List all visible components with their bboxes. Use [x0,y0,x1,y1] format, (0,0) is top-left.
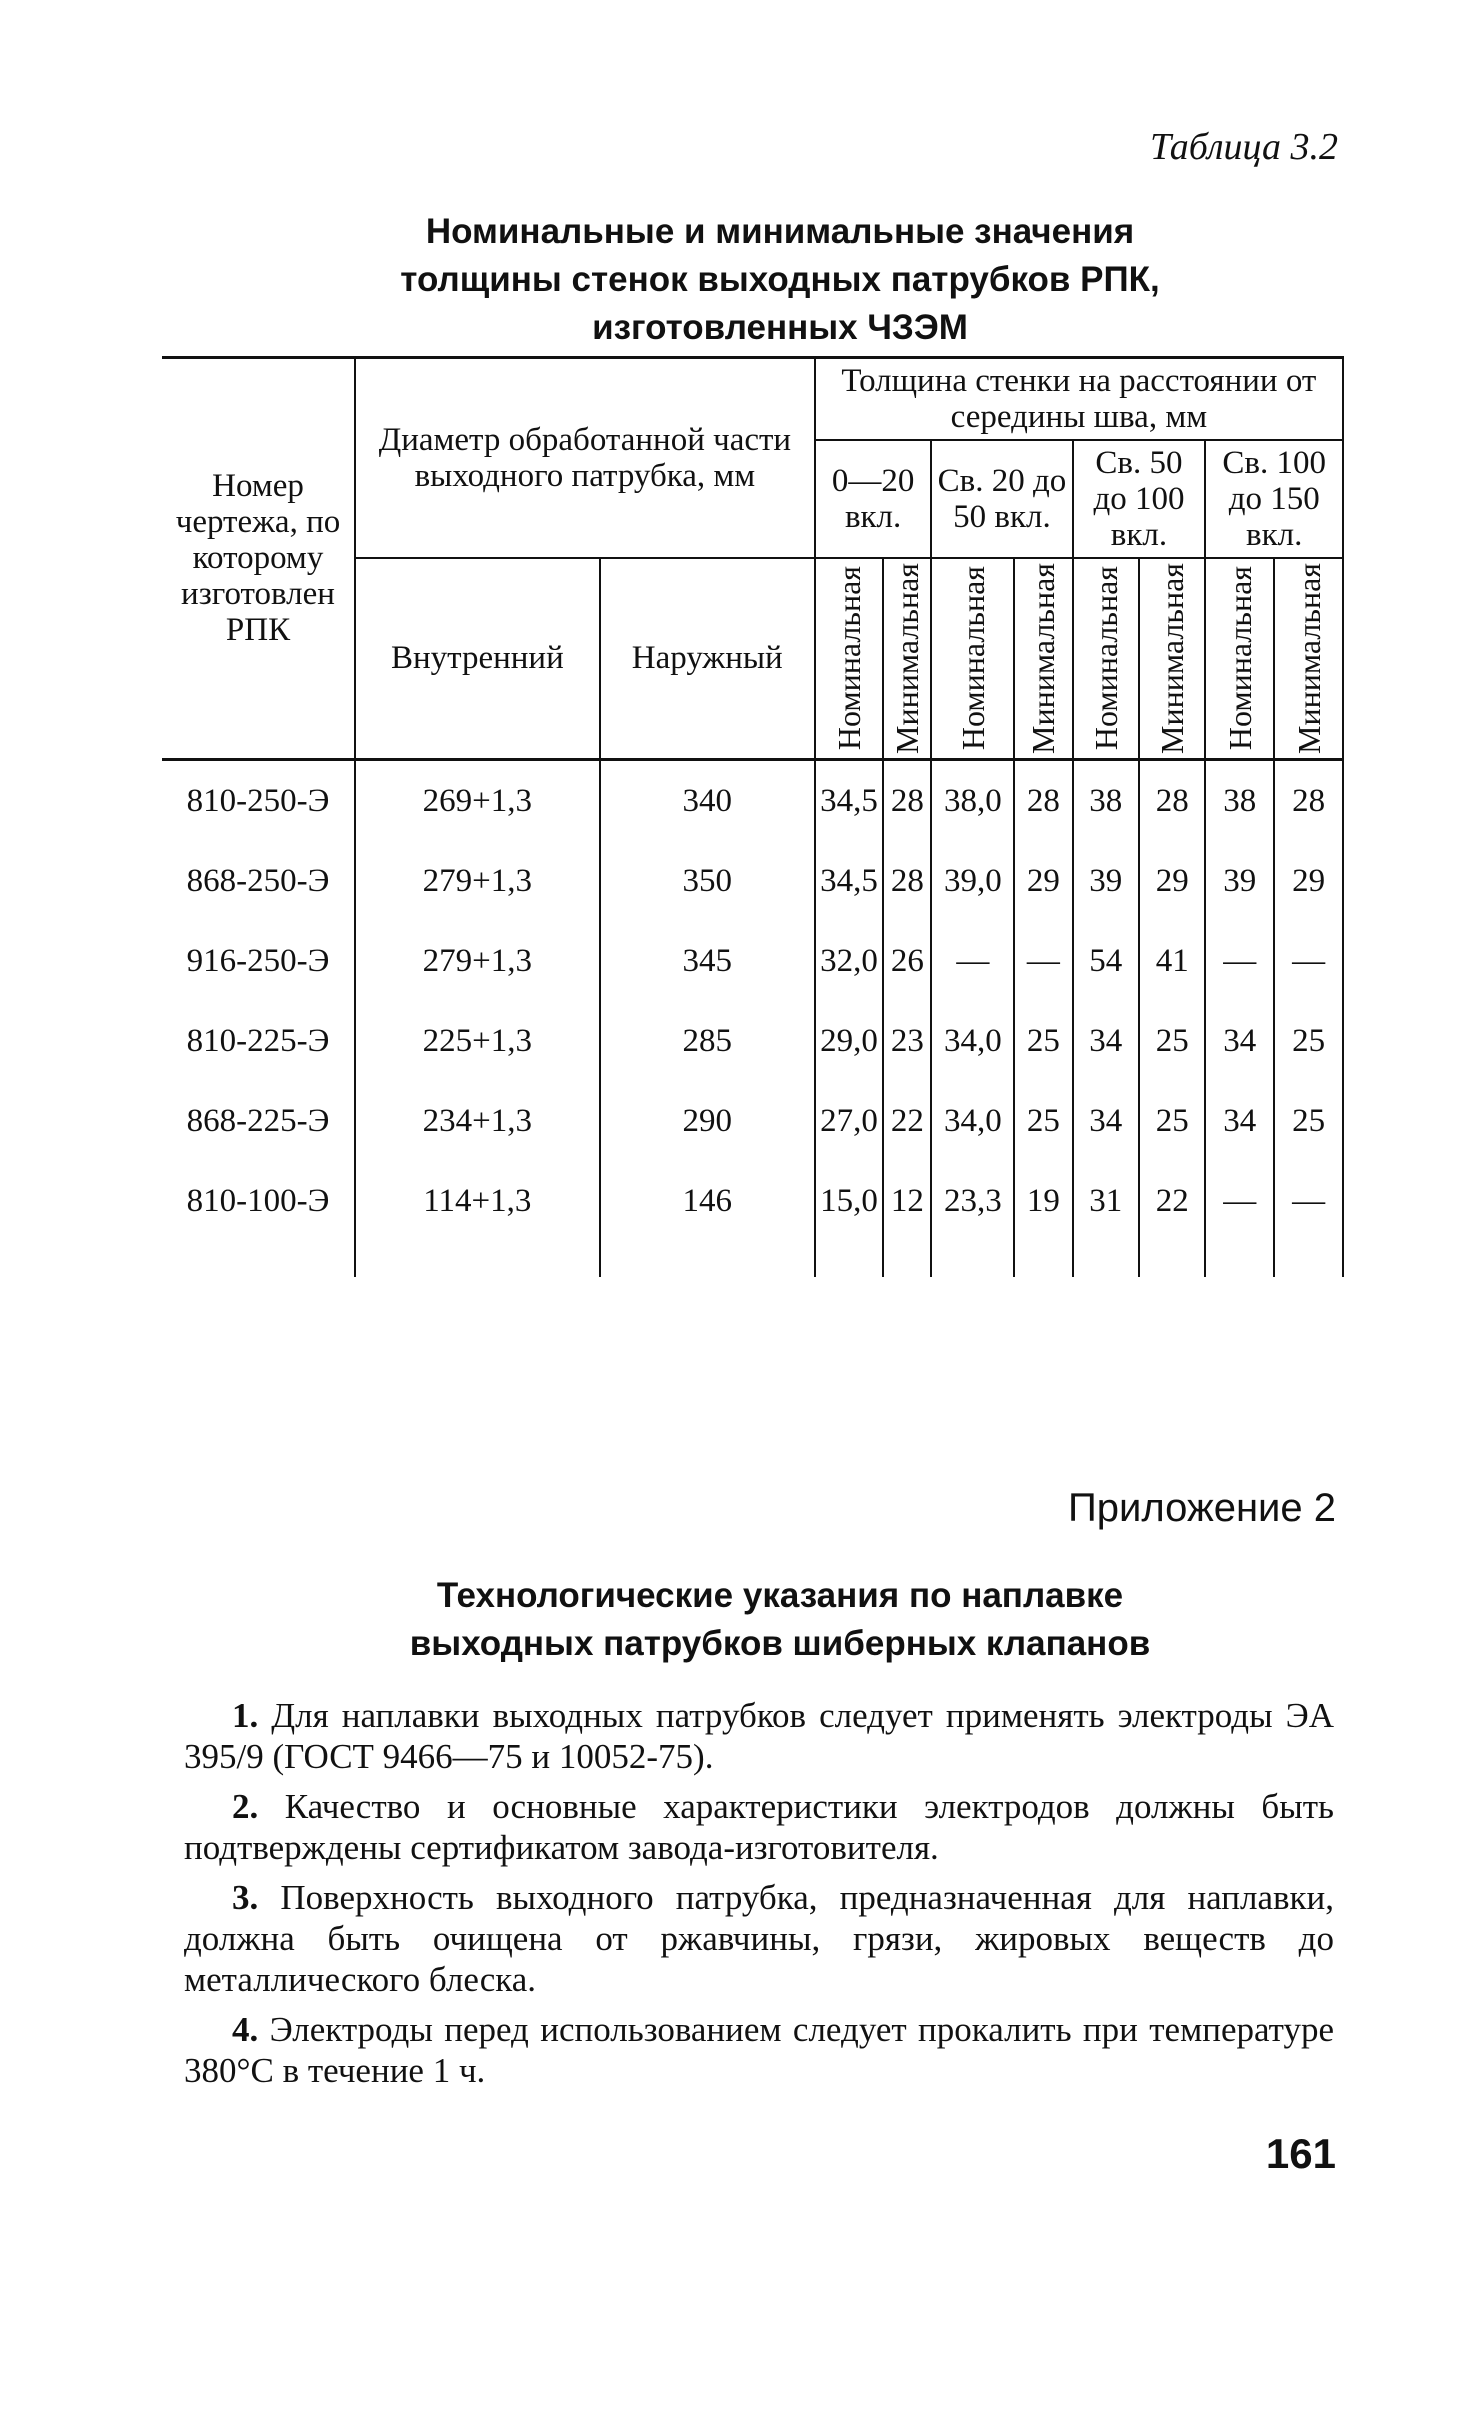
table-cell: 28 [883,841,931,921]
table-cell: 54 [1073,921,1139,1001]
table-title [330,208,1230,352]
header-thickness: Толщина стенки на расстоянии от середины шва, мм [815,358,1343,441]
header-nominal [815,558,884,759]
table-cell: 29,0 [815,1001,884,1081]
header-nominal-text: Номинальная [831,566,868,751]
table-row [162,1081,1343,1161]
appendix-label: Приложение 2 [1068,1486,1336,1530]
header-minimal [1139,558,1205,759]
table-cell: 39,0 [931,841,1014,921]
paragraph-text: Качество и основные характеристики электродов должны быть подтверждены сертификатом завода-изготовителя. [184,1787,1335,1867]
table-cell: 25 [1014,1001,1072,1081]
paragraph-number: 3. [232,1878,259,1917]
table-cell: 38 [1205,759,1274,841]
paragraph-number: 4. [232,2010,259,2049]
table-cell: — [1274,921,1343,1001]
header-minimal-text: Минимальная [889,563,926,754]
table-cell: 345 [600,921,815,1001]
header-diameter: Диаметр обработанной части выходного патрубка, мм [355,358,815,559]
header-minimal-text: Минимальная [1290,563,1327,754]
row-label: 916-250-Э [162,921,355,1001]
header-minimal [883,558,931,759]
header-range: 0—20 вкл. [815,440,932,558]
appendix-title-line: выходных патрубков шиберных клапанов [409,1624,1151,1663]
header-nominal [1073,558,1139,759]
table-cell: 22 [883,1081,931,1161]
table-cell: 31 [1073,1161,1139,1241]
header-row-1 [162,358,1343,441]
spacer-cell [355,1241,600,1277]
table-cell: 19 [1014,1161,1072,1241]
table-cell: 279+1,3 [355,841,600,921]
table-cell: 225+1,3 [355,1001,600,1081]
table-row [162,1161,1343,1241]
table-cell: 34 [1205,1001,1274,1081]
row-label: 810-250-Э [162,759,355,841]
spacer-cell [931,1241,1014,1277]
spacer-cell [1073,1241,1139,1277]
header-nominal-text: Номинальная [1221,566,1258,751]
table-cell: 15,0 [815,1161,884,1241]
table-cell: 34,0 [931,1001,1014,1081]
spacer-cell [162,1241,355,1277]
spacer-cell [1274,1241,1343,1277]
table-cell: 41 [1139,921,1205,1001]
header-minimal [1014,558,1072,759]
table-cell: 28 [1274,759,1343,841]
table-cell: 38 [1073,759,1139,841]
header-inner: Внутренний [355,558,600,759]
spacer-cell [1139,1241,1205,1277]
table-row [162,1001,1343,1081]
table-cell: 350 [600,841,815,921]
table-cell: 34 [1205,1081,1274,1161]
table-cell: 146 [600,1161,815,1241]
instruction-paragraph [184,2009,1334,2091]
header-range: Св. 50 до 100 вкл. [1073,440,1206,558]
header-minimal [1274,558,1343,759]
paragraph-text: Электроды перед использованием следует прокалить при температуре 380°С в течение 1 ч. [184,2010,1334,2090]
table-row [162,759,1343,841]
table-cell: — [1205,921,1274,1001]
header-minimal-text: Минимальная [1154,563,1191,754]
appendix-title-line: Технологические указания по наплавке [436,1576,1124,1615]
instruction-paragraph [184,1877,1334,2000]
header-minimal-text: Минимальная [1025,563,1062,754]
table-cell: 32,0 [815,921,884,1001]
appendix-title [330,1572,1230,1668]
table-cell: 34 [1073,1001,1139,1081]
table-cell: 29 [1139,841,1205,921]
paragraph-number: 1. [232,1696,259,1735]
header-nominal-text: Номинальная [1087,566,1124,751]
paragraph-number: 2. [232,1787,259,1826]
row-label: 868-250-Э [162,841,355,921]
table-cell: — [1014,921,1072,1001]
page-number: 161 [1265,2130,1336,2177]
table-cell: 34,5 [815,759,884,841]
header-range: Св. 100 до 150 вкл. [1205,440,1343,558]
table-cell: 26 [883,921,931,1001]
row-label: 810-225-Э [162,1001,355,1081]
row-label: 868-225-Э [162,1081,355,1161]
spacer-cell [1014,1241,1072,1277]
header-nominal [931,558,1014,759]
instruction-paragraph [184,1786,1334,1868]
table-title-line: изготовленных ЧЗЭМ [592,308,968,347]
table-cell: — [1205,1161,1274,1241]
table-cell: 34,0 [931,1081,1014,1161]
table-cell: 12 [883,1161,931,1241]
table-row [162,921,1343,1001]
table-cell: 29 [1014,841,1072,921]
table-cell: 28 [883,759,931,841]
paragraph-text: Поверхность выходного патрубка, предназначенная для наплавки, должна быть очищена от ржавчины, грязи, жировых веществ до металлического блеска. [184,1878,1334,1999]
table-cell: 25 [1274,1001,1343,1081]
instructions [184,1695,1334,2100]
header-nominal-text: Номинальная [954,566,991,751]
header-nominal [1205,558,1274,759]
table-cell: 28 [1139,759,1205,841]
header-range: Св. 20 до 50 вкл. [931,440,1072,558]
spacer-cell [1205,1241,1274,1277]
table-label: Таблица 3.2 [1150,126,1338,168]
table-cell: 234+1,3 [355,1081,600,1161]
table-cell: 39 [1205,841,1274,921]
table-cell: 25 [1139,1001,1205,1081]
table-cell: 27,0 [815,1081,884,1161]
table-cell: 25 [1274,1081,1343,1161]
spacer-cell [815,1241,884,1277]
instruction-paragraph [184,1695,1334,1777]
table-cell: — [931,921,1014,1001]
spacer-cell [883,1241,931,1277]
table-cell: 23,3 [931,1161,1014,1241]
table-title-line: толщины стенок выходных патрубков РПК, [400,260,1160,299]
table-cell: 38,0 [931,759,1014,841]
table-cell: — [1274,1161,1343,1241]
table-cell: 290 [600,1081,815,1161]
row-label: 810-100-Э [162,1161,355,1241]
table-cell: 340 [600,759,815,841]
table-cell: 29 [1274,841,1343,921]
table-cell: 22 [1139,1161,1205,1241]
table-cell: 34,5 [815,841,884,921]
table-cell: 114+1,3 [355,1161,600,1241]
table-cell: 28 [1014,759,1072,841]
header-drawing-number: Номер чертежа, по которому изготовлен РПК [162,358,355,760]
paragraph-text: Для наплавки выходных патрубков следует применять электроды ЭА 395/9 (ГОСТ 9466—75 и 10052-75). [184,1696,1334,1776]
spacer-cell [600,1241,815,1277]
table-cell: 279+1,3 [355,921,600,1001]
table-cell: 269+1,3 [355,759,600,841]
table-cell: 285 [600,1001,815,1081]
wall-thickness-table [162,356,1344,1277]
table-spacer-row [162,1241,1343,1277]
table-cell: 39 [1073,841,1139,921]
table-row [162,841,1343,921]
table-cell: 25 [1139,1081,1205,1161]
table-cell: 25 [1014,1081,1072,1161]
table-cell: 34 [1073,1081,1139,1161]
table-body [162,759,1343,1277]
header-outer: Наружный [600,558,815,759]
table-title-line: Номинальные и минимальные значения [425,212,1135,251]
table-cell: 23 [883,1001,931,1081]
